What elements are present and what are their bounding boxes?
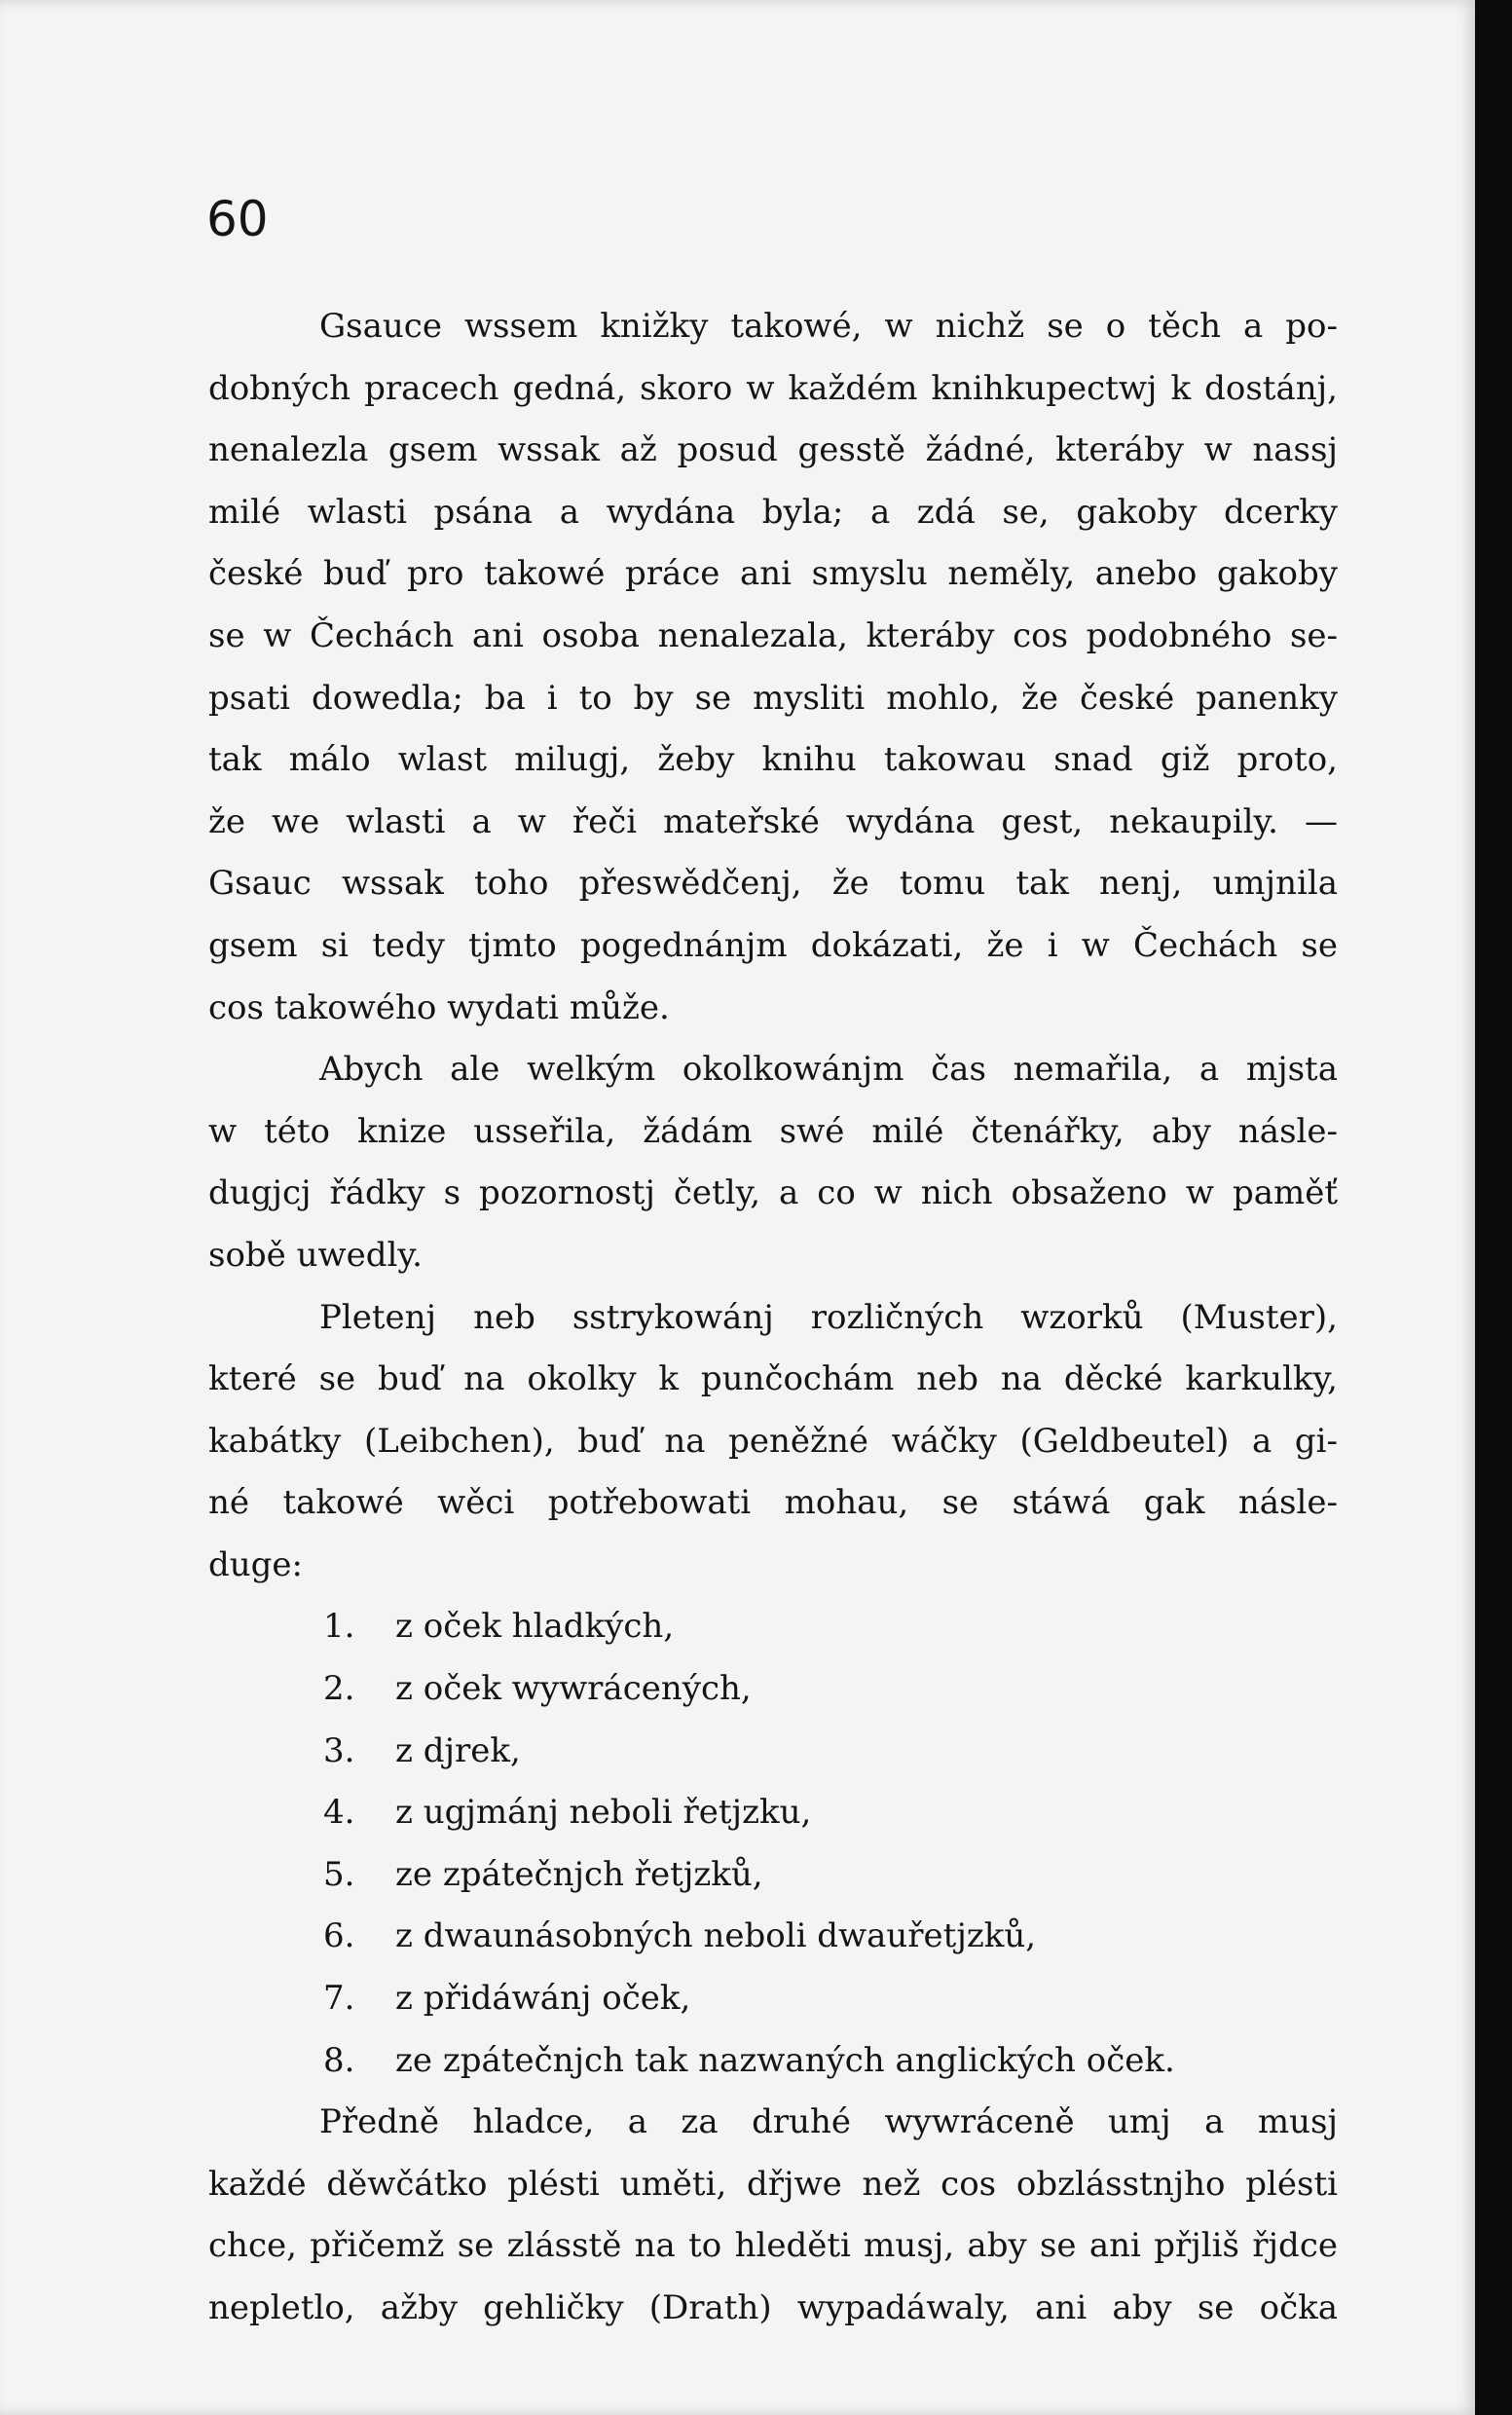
list-item	[208, 1782, 1338, 1844]
list-item	[208, 1906, 1338, 1968]
paragraph-line: milé wlasti psána a wydána byla; a zdá se, gakoby dcerky	[208, 492, 1338, 532]
paragraph-line: psati dowedla; ba i to by se mysliti mohlo, že české panenky	[208, 678, 1338, 718]
list-text: z oček wywrácených,	[395, 1669, 752, 1709]
paragraph-line: které se buď na okolky k punčochám neb na děcké karkulky,	[208, 1359, 1338, 1399]
list-text: ze zpátečnjch tak nazwaných anglických oček.	[395, 2040, 1175, 2080]
list-text: z přidáwánj oček,	[395, 1979, 691, 2019]
paragraph-line: nepletlo, ažby gehličky (Drath) wypadáwaly, ani aby se očka	[208, 2288, 1338, 2327]
paragraph-line: české buď pro takowé práce ani smyslu neměly, anebo gakoby	[208, 554, 1338, 594]
list-item	[208, 1721, 1338, 1783]
paragraph-line: chce, přičemž se zlásstě na to hleděti musj, aby se ani přjliš řjdce	[208, 2226, 1338, 2266]
paragraph-line: né takowé wěci potřebowati mohau, se stáwá gak násle-	[208, 1483, 1338, 1523]
list-item	[208, 2030, 1338, 2093]
list-text: ze zpátečnjch řetjzků,	[395, 1854, 763, 1894]
list-item	[208, 1658, 1338, 1721]
list-number: 4.	[323, 1793, 355, 1833]
paragraph-line: Gsauc wssak toho přeswědčenj, že tomu tak nenj, umjnila	[208, 864, 1338, 904]
paragraph-line: kabátky (Leibchen), buď na peněžné wáčky (Geldbeutel) a gi-	[208, 1421, 1338, 1461]
list-text: z djrek,	[395, 1730, 521, 1770]
list-number: 8.	[323, 2040, 355, 2080]
list-item	[208, 1968, 1338, 2030]
list-number: 5.	[323, 1854, 355, 1894]
page-text	[208, 296, 1338, 2340]
list-text: z oček hladkých,	[395, 1607, 675, 1647]
list-item	[208, 1844, 1338, 1907]
paragraph-line: gsem si tedy tjmto pogednánjm dokázati, že i w Čechách se	[208, 925, 1338, 965]
list-text: z dwaunásobných neboli dwauřetjzků,	[395, 1916, 1037, 1956]
paragraph-line: se w Čechách ani osoba nenalezala, kteráby cos podobného se-	[208, 615, 1338, 655]
paragraph-line: sobě uwedly.	[208, 1235, 423, 1275]
list-item	[208, 1596, 1338, 1658]
paragraph-line: w této knize usseřila, žádám swé milé čtenářky, aby násle-	[208, 1111, 1338, 1151]
paragraph-line: cos takowého wydati může.	[208, 987, 670, 1027]
paragraph-line: že we wlasti a w řeči mateřské wydána gest, nekaupily. —	[208, 801, 1338, 841]
paragraph-line: Pletenj neb sstrykowánj rozličných wzorků (Muster),	[319, 1297, 1338, 1337]
paragraph-line: každé děwčátko plésti uměti, dřjwe než cos obzlásstnjho plésti	[208, 2164, 1338, 2204]
paragraph-line: tak málo wlast milugj, žeby knihu takowau snad giž proto,	[208, 740, 1338, 780]
paragraph-line: duge:	[208, 1544, 304, 1584]
list-number: 3.	[323, 1730, 355, 1770]
paragraph-line: dobných pracech gedná, skoro w každém knihkupectwj k dostánj,	[208, 368, 1338, 408]
list-text: z ugjmánj neboli řetjzku,	[395, 1793, 812, 1833]
list-number: 2.	[323, 1669, 355, 1709]
page-number: 60	[206, 191, 269, 247]
paragraph-line: dugjcj řádky s pozornostj četly, a co w nich obsaženo w paměť	[208, 1173, 1338, 1213]
list-number: 6.	[323, 1916, 355, 1956]
paragraph-line: Gsauce wssem knižky takowé, w nichž se o těch a po-	[319, 307, 1338, 346]
list-number: 7.	[323, 1979, 355, 2019]
paragraph-line: Abych ale welkým okolkowánjm čas nemařila, a mjsta	[319, 1050, 1338, 1090]
paragraph-line: Předně hladce, a za druhé wywráceně umj a musj	[319, 2102, 1338, 2142]
paragraph-line: nenalezla gsem wssak až posud gesstě žádné, kteráby w nassj	[208, 430, 1338, 470]
list-number: 1.	[323, 1607, 355, 1647]
